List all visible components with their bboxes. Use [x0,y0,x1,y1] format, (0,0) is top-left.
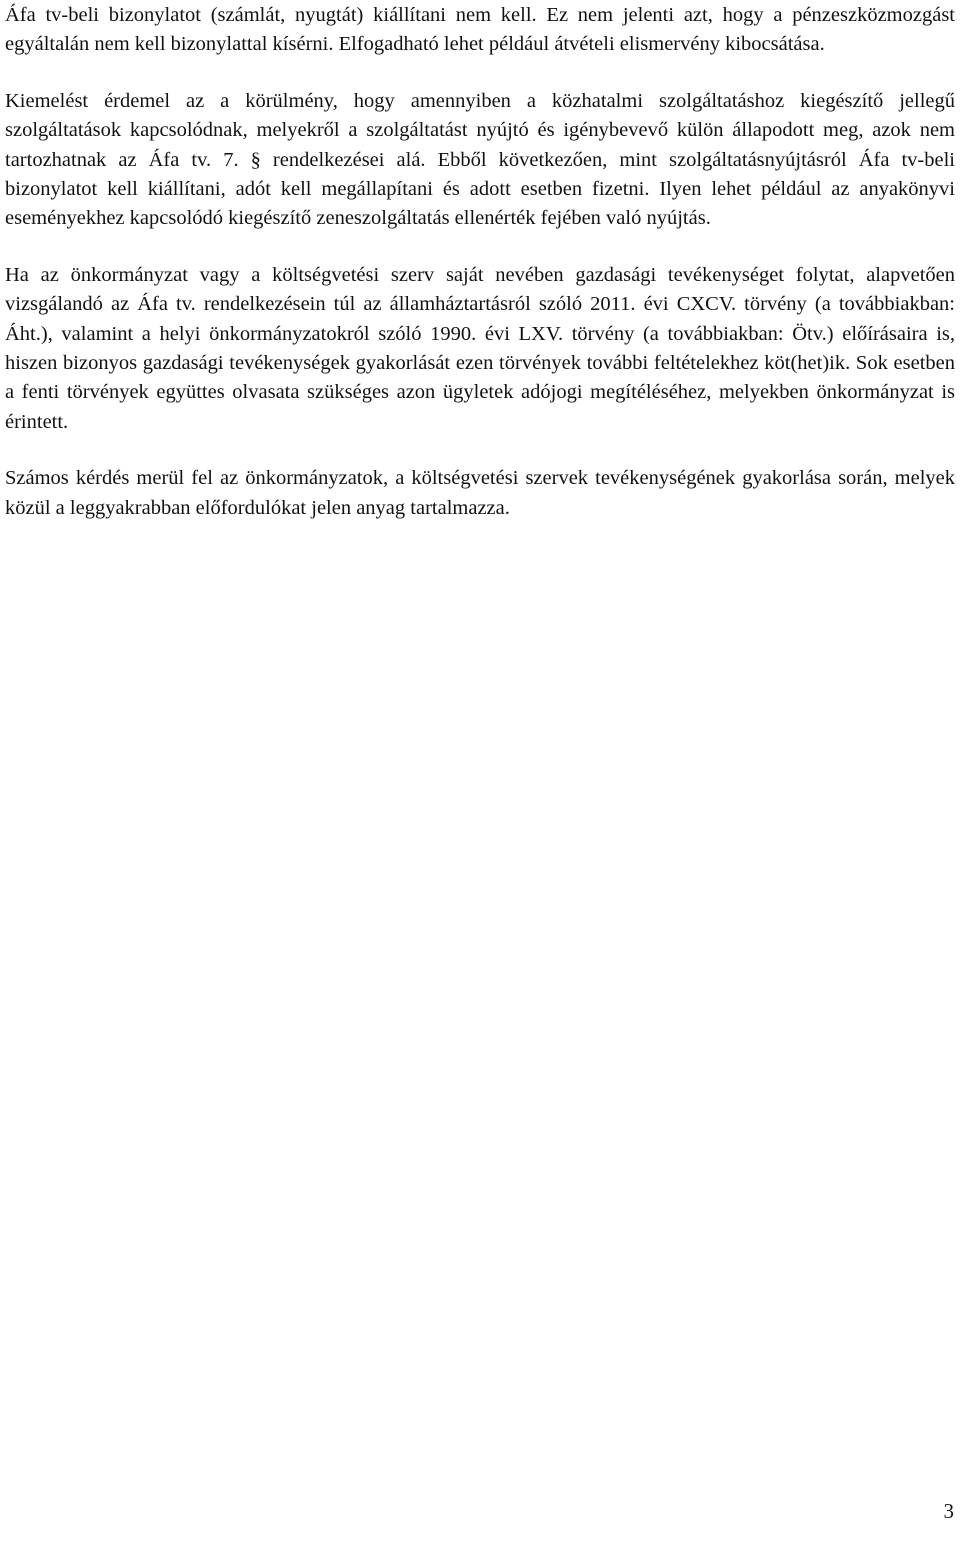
document-page [5,0,955,523]
paragraph: Áfa tv-beli bizonylatot (számlát, nyugtát) kiállítani nem kell. Ez nem jelenti azt, hogy a pénzeszközmozgást egyáltalán nem kell bizonylattal kísérni. Elfogadható lehet például átvételi elismervény kibocsátása. [5,4,955,56]
paragraph: Ha az önkormányzat vagy a költségvetési szerv saját nevében gazdasági tevékenységet folytat, alapvetően vizsgálandó az Áfa tv. rendelkezésein túl az államháztartásról szóló 2011. évi CXCV. törvény (a továbbiakban: Áht.), valamint a helyi önkormányzatokról szóló 1990. évi LXV. törvény (a továbbiakban: Ötv.) előírásaira is, hiszen bizonyos gazdasági tevékenységek gyakorlását ezen törvények további feltételekhez köt(het)ik. Sok esetben a fenti törvények együttes olvasata szükséges azon ügyletek adójogi megítéléséhez, melyekben önkormányzat is érintett. [5,263,955,433]
paragraph: Kiemelést érdemel az a körülmény, hogy amennyiben a közhatalmi szolgáltatáshoz kiegészítő jellegű szolgáltatások kapcsolódnak, melyekről a szolgáltatást nyújtó és igénybevevő külön állapodott meg, azok nem tartozhatnak az Áfa tv. 7. § rendelkezései alá. Ebből következően, mint szolgáltatásnyújtásról Áfa tv-beli bizonylatot kell kiállítani, adót kell megállapítani és adott esetben fizetni. Ilyen lehet például az anyakönyvi eseményekhez kapcsolódó kiegészítő zeneszolgáltatás ellenérték fejében való nyújtás. [5,89,955,230]
paragraph: Számos kérdés merül fel az önkormányzatok, a költségvetési szervek tevékenységének gyakorlása során, melyek közül a leggyakrabban előfordulókat jelen anyag tartalmazza. [5,467,955,519]
page-number: 3 [943,1499,954,1523]
